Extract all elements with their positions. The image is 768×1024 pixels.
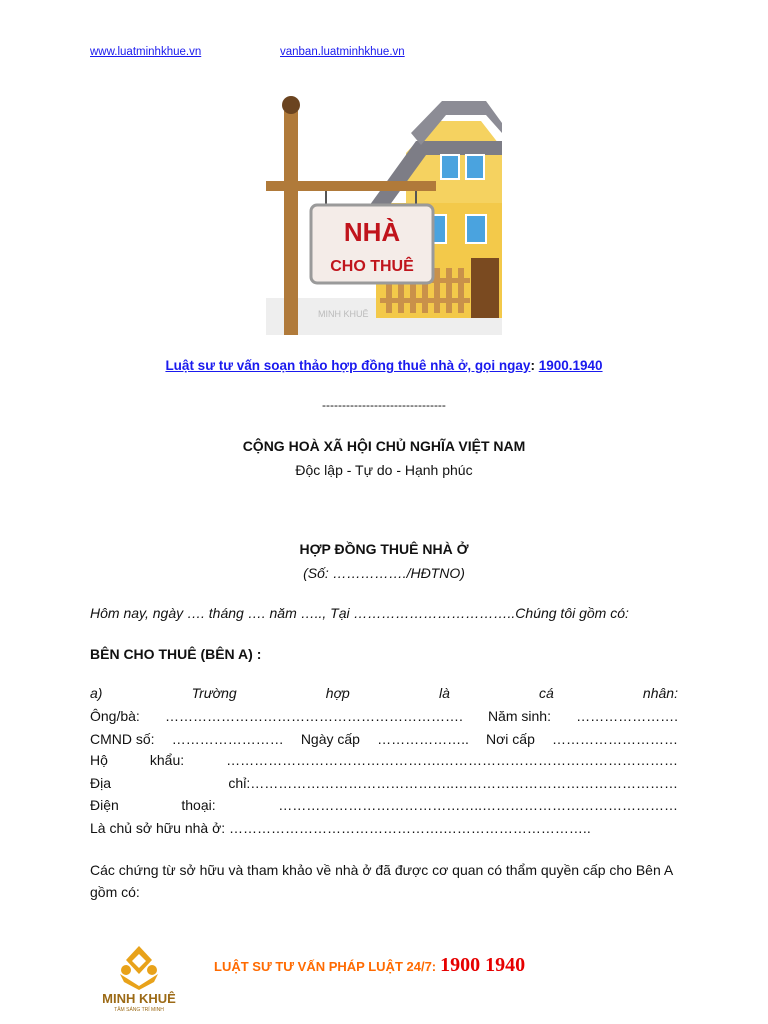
promo-phone-link[interactable]: 1900.1940 [538, 358, 603, 373]
case-word: a) [90, 685, 103, 701]
window [466, 215, 486, 243]
field-label: thoại: [181, 797, 216, 813]
image-watermark: MINH KHUÊ [318, 309, 369, 319]
field-label: Nơi cấp [486, 731, 535, 747]
minh-khue-logo [90, 944, 188, 1012]
document-title: HỢP ĐỒNG THUÊ NHÀ Ở [299, 541, 469, 557]
field-phone [90, 797, 678, 813]
document-portal-link[interactable]: vanban.luatminhkhue.vn [280, 46, 405, 58]
sign-title: NHÀ [343, 217, 401, 247]
national-motto: Độc lập - Tự do - Hạnh phúc [295, 462, 473, 478]
footer-phone[interactable]: 1900 1940 [440, 954, 526, 976]
promo-link[interactable]: Luật sư tư vấn soạn thảo hợp đồng thuê nhà ở, gọi ngay [165, 358, 531, 373]
field-id-card [90, 731, 678, 747]
field-address [90, 775, 678, 791]
post-cap [282, 96, 300, 114]
field-blank: ……………………………………….…………………………………………… [226, 752, 678, 768]
field-label: Là chủ sở hữu nhà ở: ……………………………………….………………………….. [90, 820, 591, 836]
field-label: Hộ [90, 752, 108, 768]
field-label: Năm sinh: [487, 708, 551, 724]
field-blank: ……………….. [377, 731, 469, 747]
window [466, 155, 484, 179]
field-household [90, 752, 678, 768]
field-label: Địa [90, 775, 112, 791]
sign-post [284, 111, 298, 335]
footer-label: LUẬT SƯ TƯ VẤN PHÁP LUẬT 24/7: [214, 959, 437, 974]
door [471, 258, 499, 318]
website-link[interactable]: www.luatminhkhue.vn [90, 46, 202, 58]
field-label: Ngày cấp [300, 731, 360, 747]
sign-subtitle: CHO THUÊ [330, 258, 414, 275]
field-label: Điện [90, 797, 119, 813]
house-for-rent-illustration [266, 93, 502, 335]
field-label: khẩu: [149, 752, 185, 768]
field-blank: ……………………… [552, 731, 678, 747]
document-number: (Số: ……………./HĐTNO) [303, 565, 465, 581]
field-blank: ………………………………………………………. [164, 708, 463, 724]
national-title: CỘNG HOÀ XÃ HỘI CHỦ NGHĨA VIỆT NAM [242, 438, 526, 454]
promo-line [0, 358, 768, 373]
field-label: Ông/bà: [90, 708, 140, 724]
field-name-birthyear [90, 708, 678, 724]
separator: ------------------------------- [322, 398, 446, 412]
field-blank: chỉ:……………………………………..………………………………………… [228, 775, 678, 791]
field-label: CMND số: [90, 731, 155, 747]
case-word: là [438, 685, 450, 701]
sign-arm [266, 181, 436, 191]
intro-line: Hôm nay, ngày …. tháng …. năm ….., Tại ……………………………..Chúng tôi gồm có: [90, 605, 629, 621]
window [441, 155, 459, 179]
ownership-paragraph: Các chứng từ sở hữu và tham khảo về nhà ở đã được cơ quan có thẩm quyền cấp cho Bên A gồm có: [90, 862, 673, 900]
case-word: hợp [325, 685, 350, 701]
promo-colon: : [530, 358, 535, 373]
footer-hotline [214, 954, 525, 977]
field-owner [90, 820, 678, 836]
case-word: Trường [191, 685, 237, 701]
field-blank: …………………. [576, 708, 678, 724]
logo-emblem [120, 946, 158, 990]
logo-tagline: TÂM SÁNG TRÍ MINH [114, 1007, 164, 1012]
field-blank: …………………… [171, 731, 284, 747]
case-word: nhân: [642, 685, 678, 701]
case-word: cá [539, 685, 554, 701]
logo-name: MINH KHUÊ [102, 991, 176, 1006]
field-blank: ……………………………………..…………………………………… [278, 797, 678, 813]
case-line [90, 685, 678, 701]
party-a-heading: BÊN CHO THUÊ (BÊN A) : [90, 646, 262, 662]
